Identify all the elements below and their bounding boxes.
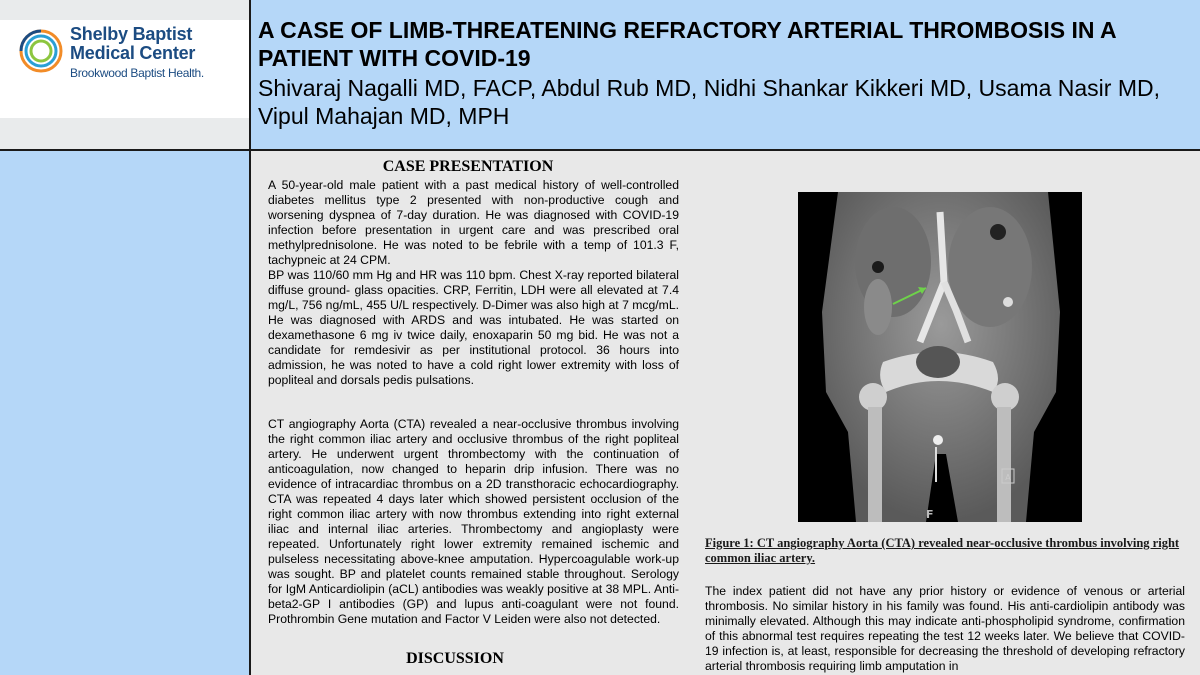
case-paragraph-2: BP was 110/60 mm Hg and HR was 110 bpm. Chest X-ray reported bilateral diffuse ground- glass opacities. CRP, Ferritin, LDH were all elevated at 7.4 mg/L, 756 ng/mL, 455 U/L respectively. D-Dimer was also high at 7 mcg/mL. He was diagnosed with ARDS and was intubated. He was started on dexamethasone 6 mg iv twice daily, enoxaparin 50 mg bid. He was not a candidate for remdesivir as per institutional protocol. 36 hours into admission, he was noted to have a cold right lower extremity with loss of popliteal and dorsals pedis pulsations. xyxy=(268,268,679,387)
case-presentation-heading: CASE PRESENTATION xyxy=(382,158,554,175)
hospital-name-line2: Medical Center xyxy=(70,43,196,63)
ct-angiography-image xyxy=(798,192,1082,522)
poster-title: A CASE OF LIMB-THREATENING REFRACTORY ARTERIAL THROMBOSIS IN A PATIENT WITH COVID-19 xyxy=(258,17,1116,71)
figure-caption: Figure 1: CT angiography Aorta (CTA) revealed near-occlusive thrombus involving right common iliac artery. xyxy=(705,536,1180,565)
hospital-subtitle: Brookwood Baptist Health. xyxy=(70,66,204,80)
title-banner xyxy=(251,0,1200,149)
discussion-heading: DISCUSSION xyxy=(406,650,504,667)
poster-authors: Shivaraj Nagalli MD, FACP, Abdul Rub MD, Nidhi Shankar Kikkeri MD, Usama Nasir MD, Vipul Mahajan MD, MPH xyxy=(258,75,1160,129)
discussion-paragraph: The index patient did not have any prior history or evidence of venous or arterial thrombosis. No similar history in his family was found. His anti-cardiolipin antibody was minimally elevated. Although this may indicate anti-phospholipid syndrome, confirmation of this abnormal test requires repeating the test 12 weeks later. We believe that COVID-19 infection is, at least, responsible for decreasing the threshold of developing refractory arterial thrombosis requiring limb amputation in xyxy=(705,584,1185,673)
sidebar-divider xyxy=(249,0,251,675)
header-divider xyxy=(0,149,1200,151)
case-paragraph-1: A 50-year-old male patient with a past medical history of well-controlled diabetes mellitus type 2 presented with non-productive cough and worsening dyspnea of 7-day duration. He was diagnosed with COVID-19 infection before presentation in urgent care and was prescribed oral methylprednisolone. He was noted to be febrile with a temp of 101.3 F, tachypneic at 24 CPM. xyxy=(268,178,679,267)
ct-scan-illustration xyxy=(798,192,1082,522)
image-orientation-label: F xyxy=(926,508,934,521)
hospital-name-line1: Shelby Baptist xyxy=(70,24,193,44)
left-sidebar xyxy=(0,151,249,675)
hospital-logo-icon xyxy=(18,28,64,74)
svg-text:A: A xyxy=(1005,473,1011,482)
hospital-name xyxy=(70,25,195,63)
logo-area xyxy=(0,0,249,149)
case-paragraph-3: CT angiography Aorta (CTA) revealed a near-occlusive thrombus involving the right common iliac artery and occlusive thrombus of the right popliteal artery. He underwent urgent thrombectomy with the continuation of anticoagulation, now changed to heparin drip infusion. There was no evidence of intracardiac thrombus on a 2D transthoracic echocardiography. CTA was repeated 4 days later which showed persistent occlusion of the right common iliac artery with now thrombus extending into right external iliac and internal iliac arteries. Thrombectomy and angioplasty were repeated. Unfortunately right lower extremity remained ischemic and pulseless necessitating above-knee amputation. Hypercoagulable work-up was sought. BP and platelet counts remained stable throughout. Serology for IgM Anticardiolipin (aCL) antibodies was weakly positive at 38 MPL. Anti-beta2-GP I antibodies (GP) and lupus anti-coagulant were not found. Prothrombin Gene mutation and Factor V Leiden were also not detected. xyxy=(268,417,679,626)
